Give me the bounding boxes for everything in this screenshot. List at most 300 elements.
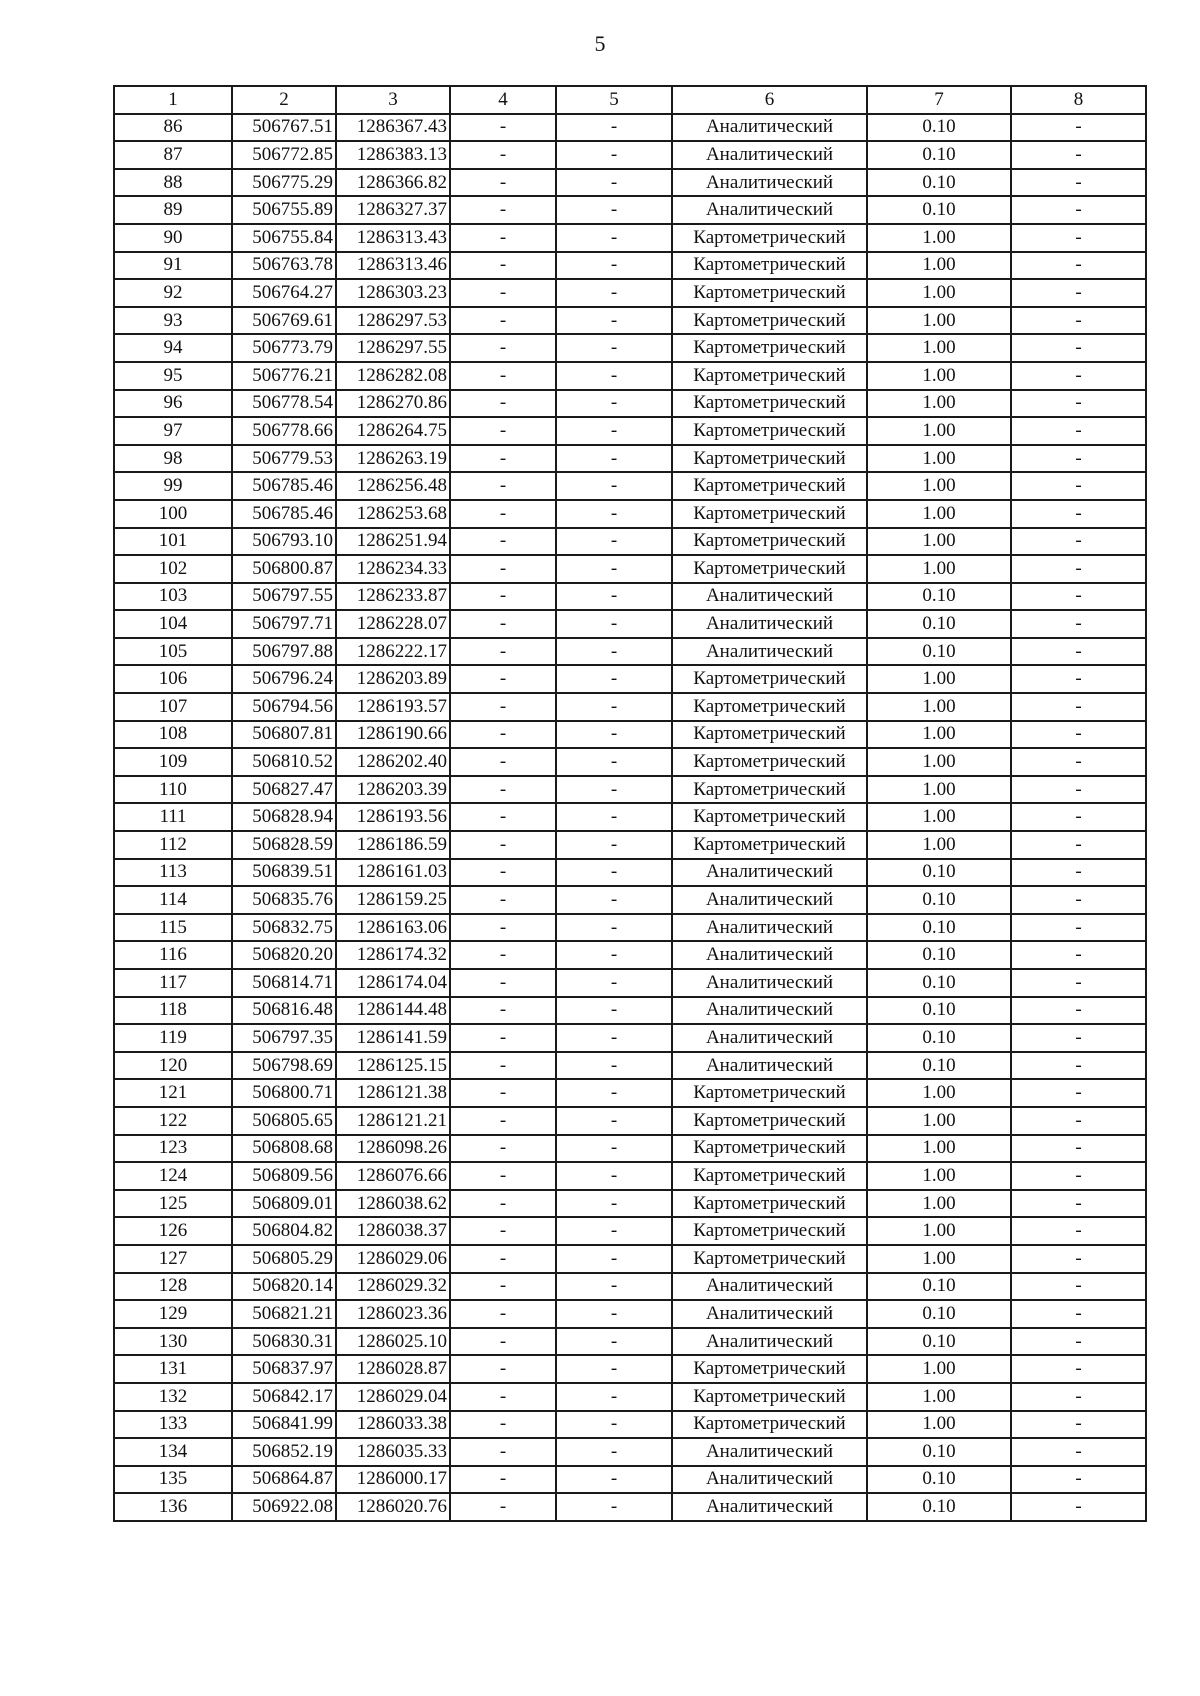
column-8-cell: - <box>1011 500 1146 528</box>
x-coordinate-cell: 506772.85 <box>232 141 336 169</box>
accuracy-cell: 1.00 <box>867 1107 1011 1135</box>
accuracy-cell: 1.00 <box>867 1162 1011 1190</box>
column-4-cell: - <box>450 693 556 721</box>
column-4-cell: - <box>450 914 556 942</box>
column-4-cell: - <box>450 334 556 362</box>
table-row <box>114 141 1146 169</box>
y-coordinate-cell: 1286228.07 <box>336 610 450 638</box>
y-coordinate-cell: 1286023.36 <box>336 1300 450 1328</box>
column-8-cell: - <box>1011 279 1146 307</box>
method-cell: Картометрический <box>672 445 867 473</box>
x-coordinate-cell: 506793.10 <box>232 528 336 556</box>
column-4-cell: - <box>450 196 556 224</box>
y-coordinate-cell: 1286313.43 <box>336 224 450 252</box>
y-coordinate-cell: 1286190.66 <box>336 721 450 749</box>
column-4-cell: - <box>450 1383 556 1411</box>
table-row <box>114 859 1146 887</box>
table-row <box>114 1300 1146 1328</box>
column-4-cell: - <box>450 1079 556 1107</box>
point-number-cell: 130 <box>114 1328 232 1356</box>
column-8-cell: - <box>1011 1273 1146 1301</box>
x-coordinate-cell: 506755.89 <box>232 196 336 224</box>
column-4-cell: - <box>450 1438 556 1466</box>
table-row <box>114 1135 1146 1163</box>
point-number-cell: 104 <box>114 610 232 638</box>
point-number-cell: 106 <box>114 665 232 693</box>
x-coordinate-cell: 506767.51 <box>232 114 336 142</box>
column-8-cell: - <box>1011 721 1146 749</box>
table-row <box>114 1190 1146 1218</box>
column-4-cell: - <box>450 1411 556 1439</box>
point-number-cell: 132 <box>114 1383 232 1411</box>
accuracy-cell: 0.10 <box>867 196 1011 224</box>
column-4-cell: - <box>450 1135 556 1163</box>
column-4-cell: - <box>450 1052 556 1080</box>
table-row <box>114 390 1146 418</box>
y-coordinate-cell: 1286029.32 <box>336 1273 450 1301</box>
accuracy-cell: 0.10 <box>867 1466 1011 1494</box>
table-row <box>114 114 1146 142</box>
column-8-cell: - <box>1011 776 1146 804</box>
x-coordinate-cell: 506776.21 <box>232 362 336 390</box>
column-8-cell: - <box>1011 362 1146 390</box>
method-cell: Аналитический <box>672 1300 867 1328</box>
column-5-cell: - <box>556 334 672 362</box>
column-5-cell: - <box>556 252 672 280</box>
x-coordinate-cell: 506778.66 <box>232 417 336 445</box>
accuracy-cell: 1.00 <box>867 252 1011 280</box>
table-row <box>114 1383 1146 1411</box>
column-4-cell: - <box>450 886 556 914</box>
column-5-cell: - <box>556 1162 672 1190</box>
column-5-cell: - <box>556 1411 672 1439</box>
accuracy-cell: 0.10 <box>867 1052 1011 1080</box>
method-cell: Картометрический <box>672 721 867 749</box>
y-coordinate-cell: 1286203.39 <box>336 776 450 804</box>
coordinates-table <box>113 85 1147 1522</box>
column-8-cell: - <box>1011 390 1146 418</box>
table-row <box>114 445 1146 473</box>
accuracy-cell: 0.10 <box>867 969 1011 997</box>
point-number-cell: 90 <box>114 224 232 252</box>
y-coordinate-cell: 1286033.38 <box>336 1411 450 1439</box>
accuracy-cell: 1.00 <box>867 1217 1011 1245</box>
point-number-cell: 95 <box>114 362 232 390</box>
column-header: 1 <box>114 86 232 114</box>
accuracy-cell: 1.00 <box>867 1411 1011 1439</box>
column-header: 2 <box>232 86 336 114</box>
point-number-cell: 94 <box>114 334 232 362</box>
x-coordinate-cell: 506755.84 <box>232 224 336 252</box>
accuracy-cell: 1.00 <box>867 1135 1011 1163</box>
point-number-cell: 116 <box>114 941 232 969</box>
x-coordinate-cell: 506809.01 <box>232 1190 336 1218</box>
point-number-cell: 122 <box>114 1107 232 1135</box>
method-cell: Картометрический <box>672 417 867 445</box>
column-4-cell: - <box>450 1107 556 1135</box>
column-8-cell: - <box>1011 638 1146 666</box>
method-cell: Картометрический <box>672 390 867 418</box>
x-coordinate-cell: 506778.54 <box>232 390 336 418</box>
y-coordinate-cell: 1286174.04 <box>336 969 450 997</box>
y-coordinate-cell: 1286193.56 <box>336 803 450 831</box>
method-cell: Аналитический <box>672 1328 867 1356</box>
accuracy-cell: 1.00 <box>867 417 1011 445</box>
column-8-cell: - <box>1011 1411 1146 1439</box>
point-number-cell: 112 <box>114 831 232 859</box>
x-coordinate-cell: 506800.87 <box>232 555 336 583</box>
column-5-cell: - <box>556 362 672 390</box>
table-row <box>114 528 1146 556</box>
column-8-cell: - <box>1011 1190 1146 1218</box>
y-coordinate-cell: 1286263.19 <box>336 445 450 473</box>
accuracy-cell: 1.00 <box>867 334 1011 362</box>
column-5-cell: - <box>556 1438 672 1466</box>
table-row <box>114 665 1146 693</box>
column-5-cell: - <box>556 1493 672 1521</box>
column-4-cell: - <box>450 500 556 528</box>
accuracy-cell: 0.10 <box>867 997 1011 1025</box>
method-cell: Аналитический <box>672 859 867 887</box>
method-cell: Картометрический <box>672 555 867 583</box>
accuracy-cell: 0.10 <box>867 169 1011 197</box>
accuracy-cell: 1.00 <box>867 307 1011 335</box>
x-coordinate-cell: 506797.71 <box>232 610 336 638</box>
column-8-cell: - <box>1011 1328 1146 1356</box>
column-5-cell: - <box>556 1135 672 1163</box>
accuracy-cell: 0.10 <box>867 1300 1011 1328</box>
column-4-cell: - <box>450 583 556 611</box>
y-coordinate-cell: 1286029.06 <box>336 1245 450 1273</box>
table-row <box>114 1079 1146 1107</box>
column-4-cell: - <box>450 445 556 473</box>
accuracy-cell: 1.00 <box>867 776 1011 804</box>
y-coordinate-cell: 1286367.43 <box>336 114 450 142</box>
point-number-cell: 127 <box>114 1245 232 1273</box>
column-5-cell: - <box>556 748 672 776</box>
column-4-cell: - <box>450 1300 556 1328</box>
y-coordinate-cell: 1286383.13 <box>336 141 450 169</box>
method-cell: Аналитический <box>672 1024 867 1052</box>
column-8-cell: - <box>1011 1383 1146 1411</box>
column-5-cell: - <box>556 969 672 997</box>
method-cell: Картометрический <box>672 776 867 804</box>
column-8-cell: - <box>1011 445 1146 473</box>
x-coordinate-cell: 506807.81 <box>232 721 336 749</box>
method-cell: Картометрический <box>672 1079 867 1107</box>
column-4-cell: - <box>450 1190 556 1218</box>
method-cell: Картометрический <box>672 665 867 693</box>
x-coordinate-cell: 506839.51 <box>232 859 336 887</box>
y-coordinate-cell: 1286270.86 <box>336 390 450 418</box>
accuracy-cell: 1.00 <box>867 1190 1011 1218</box>
x-coordinate-cell: 506779.53 <box>232 445 336 473</box>
table-row <box>114 279 1146 307</box>
table-row <box>114 362 1146 390</box>
x-coordinate-cell: 506842.17 <box>232 1383 336 1411</box>
column-4-cell: - <box>450 472 556 500</box>
x-coordinate-cell: 506828.59 <box>232 831 336 859</box>
method-cell: Аналитический <box>672 1493 867 1521</box>
y-coordinate-cell: 1286098.26 <box>336 1135 450 1163</box>
x-coordinate-cell: 506808.68 <box>232 1135 336 1163</box>
accuracy-cell: 0.10 <box>867 886 1011 914</box>
x-coordinate-cell: 506852.19 <box>232 1438 336 1466</box>
column-8-cell: - <box>1011 610 1146 638</box>
column-8-cell: - <box>1011 1493 1146 1521</box>
column-8-cell: - <box>1011 997 1146 1025</box>
table-row <box>114 776 1146 804</box>
column-8-cell: - <box>1011 693 1146 721</box>
column-header: 6 <box>672 86 867 114</box>
table-row <box>114 169 1146 197</box>
y-coordinate-cell: 1286253.68 <box>336 500 450 528</box>
column-8-cell: - <box>1011 886 1146 914</box>
method-cell: Аналитический <box>672 941 867 969</box>
accuracy-cell: 0.10 <box>867 610 1011 638</box>
column-4-cell: - <box>450 1355 556 1383</box>
method-cell: Аналитический <box>672 583 867 611</box>
x-coordinate-cell: 506797.55 <box>232 583 336 611</box>
x-coordinate-cell: 506796.24 <box>232 665 336 693</box>
point-number-cell: 110 <box>114 776 232 804</box>
point-number-cell: 124 <box>114 1162 232 1190</box>
accuracy-cell: 0.10 <box>867 859 1011 887</box>
x-coordinate-cell: 506837.97 <box>232 1355 336 1383</box>
accuracy-cell: 1.00 <box>867 445 1011 473</box>
method-cell: Аналитический <box>672 1273 867 1301</box>
method-cell: Аналитический <box>672 1052 867 1080</box>
table-row <box>114 803 1146 831</box>
y-coordinate-cell: 1286163.06 <box>336 914 450 942</box>
y-coordinate-cell: 1286327.37 <box>336 196 450 224</box>
column-8-cell: - <box>1011 307 1146 335</box>
y-coordinate-cell: 1286264.75 <box>336 417 450 445</box>
column-5-cell: - <box>556 831 672 859</box>
x-coordinate-cell: 506773.79 <box>232 334 336 362</box>
column-5-cell: - <box>556 169 672 197</box>
y-coordinate-cell: 1286297.55 <box>336 334 450 362</box>
y-coordinate-cell: 1286186.59 <box>336 831 450 859</box>
column-5-cell: - <box>556 859 672 887</box>
column-8-cell: - <box>1011 859 1146 887</box>
point-number-cell: 97 <box>114 417 232 445</box>
column-8-cell: - <box>1011 969 1146 997</box>
method-cell: Аналитический <box>672 1466 867 1494</box>
point-number-cell: 120 <box>114 1052 232 1080</box>
column-5-cell: - <box>556 1107 672 1135</box>
x-coordinate-cell: 506809.56 <box>232 1162 336 1190</box>
table-row <box>114 721 1146 749</box>
column-4-cell: - <box>450 859 556 887</box>
column-8-cell: - <box>1011 169 1146 197</box>
method-cell: Аналитический <box>672 997 867 1025</box>
y-coordinate-cell: 1286193.57 <box>336 693 450 721</box>
point-number-cell: 135 <box>114 1466 232 1494</box>
point-number-cell: 111 <box>114 803 232 831</box>
column-4-cell: - <box>450 831 556 859</box>
column-8-cell: - <box>1011 417 1146 445</box>
y-coordinate-cell: 1286038.37 <box>336 1217 450 1245</box>
column-4-cell: - <box>450 417 556 445</box>
column-4-cell: - <box>450 1162 556 1190</box>
x-coordinate-cell: 506841.99 <box>232 1411 336 1439</box>
accuracy-cell: 1.00 <box>867 1245 1011 1273</box>
column-4-cell: - <box>450 941 556 969</box>
point-number-cell: 91 <box>114 252 232 280</box>
method-cell: Картометрический <box>672 224 867 252</box>
x-coordinate-cell: 506922.08 <box>232 1493 336 1521</box>
method-cell: Аналитический <box>672 914 867 942</box>
y-coordinate-cell: 1286161.03 <box>336 859 450 887</box>
x-coordinate-cell: 506764.27 <box>232 279 336 307</box>
page-number: 5 <box>594 31 606 56</box>
x-coordinate-cell: 506797.35 <box>232 1024 336 1052</box>
point-number-cell: 86 <box>114 114 232 142</box>
point-number-cell: 134 <box>114 1438 232 1466</box>
accuracy-cell: 1.00 <box>867 1355 1011 1383</box>
method-cell: Картометрический <box>672 252 867 280</box>
point-number-cell: 128 <box>114 1273 232 1301</box>
point-number-cell: 92 <box>114 279 232 307</box>
column-5-cell: - <box>556 997 672 1025</box>
point-number-cell: 87 <box>114 141 232 169</box>
column-5-cell: - <box>556 279 672 307</box>
method-cell: Картометрический <box>672 1217 867 1245</box>
table-row <box>114 1245 1146 1273</box>
point-number-cell: 103 <box>114 583 232 611</box>
accuracy-cell: 1.00 <box>867 500 1011 528</box>
point-number-cell: 109 <box>114 748 232 776</box>
x-coordinate-cell: 506835.76 <box>232 886 336 914</box>
accuracy-cell: 1.00 <box>867 831 1011 859</box>
column-4-cell: - <box>450 528 556 556</box>
method-cell: Картометрический <box>672 1411 867 1439</box>
y-coordinate-cell: 1286141.59 <box>336 1024 450 1052</box>
point-number-cell: 99 <box>114 472 232 500</box>
method-cell: Аналитический <box>672 114 867 142</box>
column-4-cell: - <box>450 638 556 666</box>
method-cell: Картометрический <box>672 500 867 528</box>
point-number-cell: 114 <box>114 886 232 914</box>
column-5-cell: - <box>556 1079 672 1107</box>
column-4-cell: - <box>450 803 556 831</box>
x-coordinate-cell: 506821.21 <box>232 1300 336 1328</box>
x-coordinate-cell: 506794.56 <box>232 693 336 721</box>
point-number-cell: 88 <box>114 169 232 197</box>
method-cell: Аналитический <box>672 141 867 169</box>
column-5-cell: - <box>556 224 672 252</box>
accuracy-cell: 1.00 <box>867 224 1011 252</box>
method-cell: Картометрический <box>672 831 867 859</box>
accuracy-cell: 0.10 <box>867 583 1011 611</box>
table-row <box>114 941 1146 969</box>
y-coordinate-cell: 1286174.32 <box>336 941 450 969</box>
y-coordinate-cell: 1286222.17 <box>336 638 450 666</box>
column-4-cell: - <box>450 114 556 142</box>
point-number-cell: 129 <box>114 1300 232 1328</box>
method-cell: Картометрический <box>672 307 867 335</box>
accuracy-cell: 1.00 <box>867 1079 1011 1107</box>
column-5-cell: - <box>556 1190 672 1218</box>
accuracy-cell: 1.00 <box>867 1383 1011 1411</box>
y-coordinate-cell: 1286303.23 <box>336 279 450 307</box>
y-coordinate-cell: 1286125.15 <box>336 1052 450 1080</box>
column-4-cell: - <box>450 224 556 252</box>
column-5-cell: - <box>556 417 672 445</box>
column-8-cell: - <box>1011 1162 1146 1190</box>
table-row <box>114 224 1146 252</box>
x-coordinate-cell: 506798.69 <box>232 1052 336 1080</box>
table-row <box>114 969 1146 997</box>
column-4-cell: - <box>450 169 556 197</box>
method-cell: Картометрический <box>672 1383 867 1411</box>
column-5-cell: - <box>556 555 672 583</box>
column-5-cell: - <box>556 1466 672 1494</box>
table-row <box>114 886 1146 914</box>
y-coordinate-cell: 1286159.25 <box>336 886 450 914</box>
column-5-cell: - <box>556 803 672 831</box>
column-5-cell: - <box>556 445 672 473</box>
y-coordinate-cell: 1286076.66 <box>336 1162 450 1190</box>
method-cell: Аналитический <box>672 610 867 638</box>
column-5-cell: - <box>556 610 672 638</box>
table-row <box>114 1328 1146 1356</box>
method-cell: Картометрический <box>672 334 867 362</box>
column-4-cell: - <box>450 969 556 997</box>
column-8-cell: - <box>1011 748 1146 776</box>
method-cell: Картометрический <box>672 1190 867 1218</box>
method-cell: Картометрический <box>672 1245 867 1273</box>
x-coordinate-cell: 506827.47 <box>232 776 336 804</box>
column-5-cell: - <box>556 886 672 914</box>
column-5-cell: - <box>556 1217 672 1245</box>
column-5-cell: - <box>556 196 672 224</box>
x-coordinate-cell: 506805.29 <box>232 1245 336 1273</box>
method-cell: Аналитический <box>672 196 867 224</box>
x-coordinate-cell: 506763.78 <box>232 252 336 280</box>
point-number-cell: 113 <box>114 859 232 887</box>
accuracy-cell: 0.10 <box>867 141 1011 169</box>
x-coordinate-cell: 506820.14 <box>232 1273 336 1301</box>
method-cell: Картометрический <box>672 279 867 307</box>
column-5-cell: - <box>556 1328 672 1356</box>
column-8-cell: - <box>1011 1079 1146 1107</box>
method-cell: Аналитический <box>672 1438 867 1466</box>
point-number-cell: 136 <box>114 1493 232 1521</box>
method-cell: Картометрический <box>672 803 867 831</box>
table-row <box>114 1024 1146 1052</box>
accuracy-cell: 1.00 <box>867 472 1011 500</box>
column-4-cell: - <box>450 362 556 390</box>
table-row <box>114 748 1146 776</box>
column-5-cell: - <box>556 390 672 418</box>
y-coordinate-cell: 1286025.10 <box>336 1328 450 1356</box>
table-row <box>114 555 1146 583</box>
accuracy-cell: 1.00 <box>867 555 1011 583</box>
method-cell: Картометрический <box>672 362 867 390</box>
y-coordinate-cell: 1286038.62 <box>336 1190 450 1218</box>
table-row <box>114 252 1146 280</box>
column-4-cell: - <box>450 1024 556 1052</box>
point-number-cell: 119 <box>114 1024 232 1052</box>
x-coordinate-cell: 506775.29 <box>232 169 336 197</box>
accuracy-cell: 0.10 <box>867 1438 1011 1466</box>
method-cell: Картометрический <box>672 1162 867 1190</box>
point-number-cell: 96 <box>114 390 232 418</box>
table-row <box>114 1466 1146 1494</box>
x-coordinate-cell: 506804.82 <box>232 1217 336 1245</box>
